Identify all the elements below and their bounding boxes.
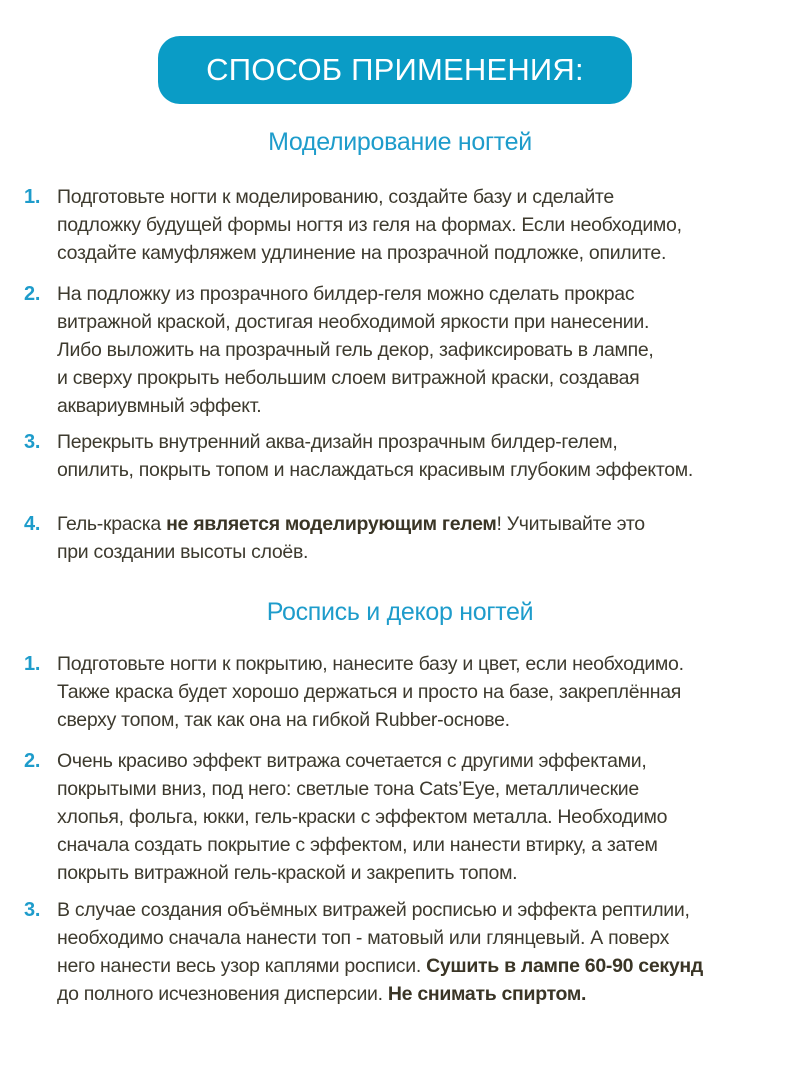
section-title-painting: Роспись и декор ногтей — [266, 598, 534, 626]
text-line: На подложку из прозрачного билдер-геля можно сделать прокрас — [57, 283, 635, 305]
text-line: Перекрыть внутренний аква-дизайн прозрачным билдер-гелем, — [57, 431, 618, 453]
text-line: Подготовьте ногти к моделированию, создайте базу и сделайте — [57, 186, 614, 208]
list-item — [24, 747, 794, 887]
item-number: 2. — [24, 750, 41, 772]
text-line: покрыть витражной гель-краской и закрепить топом. — [57, 862, 518, 884]
list-item — [24, 510, 794, 566]
text-line: создайте камуфляжем удлинение на прозрачной подложке, опилите. — [57, 242, 667, 264]
text-line: при создании высоты слоёв. — [57, 541, 309, 563]
item-text — [57, 510, 794, 566]
text-segment: до полного исчезновения дисперсии. — [57, 983, 388, 1005]
text-segment: ! Учитывайте это — [496, 513, 645, 535]
item-text — [57, 183, 794, 267]
item-number: 1. — [24, 186, 41, 208]
bold-warning: не является моделирующим гелем — [166, 513, 497, 535]
text-line: Также краска будет хорошо держаться и просто на базе, закреплённая — [57, 681, 681, 703]
item-text — [57, 650, 794, 734]
text-line — [57, 980, 794, 1008]
list-item — [24, 896, 794, 1008]
text-line: подложку будущей формы ногтя из геля на формах. Если необходимо, — [57, 214, 682, 236]
item-text — [57, 280, 794, 420]
list-item — [24, 280, 794, 420]
section-title-modeling: Моделирование ногтей — [268, 128, 532, 156]
text-line: опилить, покрыть топом и наслаждаться красивым глубоким эффектом. — [57, 459, 694, 481]
text-line — [57, 510, 794, 538]
item-text — [57, 747, 794, 887]
item-number: 2. — [24, 283, 41, 305]
title-banner — [158, 36, 632, 104]
text-line: Либо выложить на прозрачный гель декор, зафиксировать в лампе, — [57, 339, 654, 361]
text-segment: Гель-краска — [57, 513, 167, 535]
item-number: 3. — [24, 899, 41, 921]
text-line: сначала создать покрытие с эффектом, или нанести втирку, а затем — [57, 834, 658, 856]
text-line: сверху топом, так как она на гибкой Rubber-основе. — [57, 709, 510, 731]
text-line: Подготовьте ногти к покрытию, нанесите базу и цвет, если необходимо. — [57, 653, 684, 675]
item-number: 1. — [24, 653, 41, 675]
text-line: витражной краской, достигая необходимой яркости при нанесении. — [57, 311, 650, 333]
text-line: хлопья, фольга, юкки, гель-краски с эффектом металла. Необходимо — [57, 806, 668, 828]
text-line — [57, 952, 794, 980]
text-line: покрытыми вниз, под него: светлые тона Cats’Eye, металлические — [57, 778, 639, 800]
item-text — [57, 896, 794, 1008]
banner-title: СПОСОБ ПРИМЕНЕНИЯ: — [206, 52, 584, 87]
item-text — [57, 428, 794, 484]
item-number: 3. — [24, 431, 41, 453]
text-segment: него нанести весь узор каплями росписи. — [57, 955, 427, 977]
list-item — [24, 183, 794, 267]
item-number: 4. — [24, 513, 41, 535]
text-line: необходимо сначала нанести топ - матовый или глянцевый. А поверх — [57, 927, 670, 949]
bold-warning: Не снимать спиртом. — [387, 983, 587, 1005]
text-line: В случае создания объёмных витражей росписью и эффекта рептилии, — [57, 899, 690, 921]
text-line: и сверху прокрыть небольшим слоем витражной краски, создавая — [57, 367, 640, 389]
list-item — [24, 428, 794, 484]
bold-instruction: Сушить в лампе 60-90 секунд — [426, 955, 703, 977]
list-item — [24, 650, 794, 734]
text-line: Очень красиво эффект витража сочетается с другими эффектами, — [57, 750, 647, 772]
text-line: аквариувмный эффект. — [57, 395, 262, 417]
